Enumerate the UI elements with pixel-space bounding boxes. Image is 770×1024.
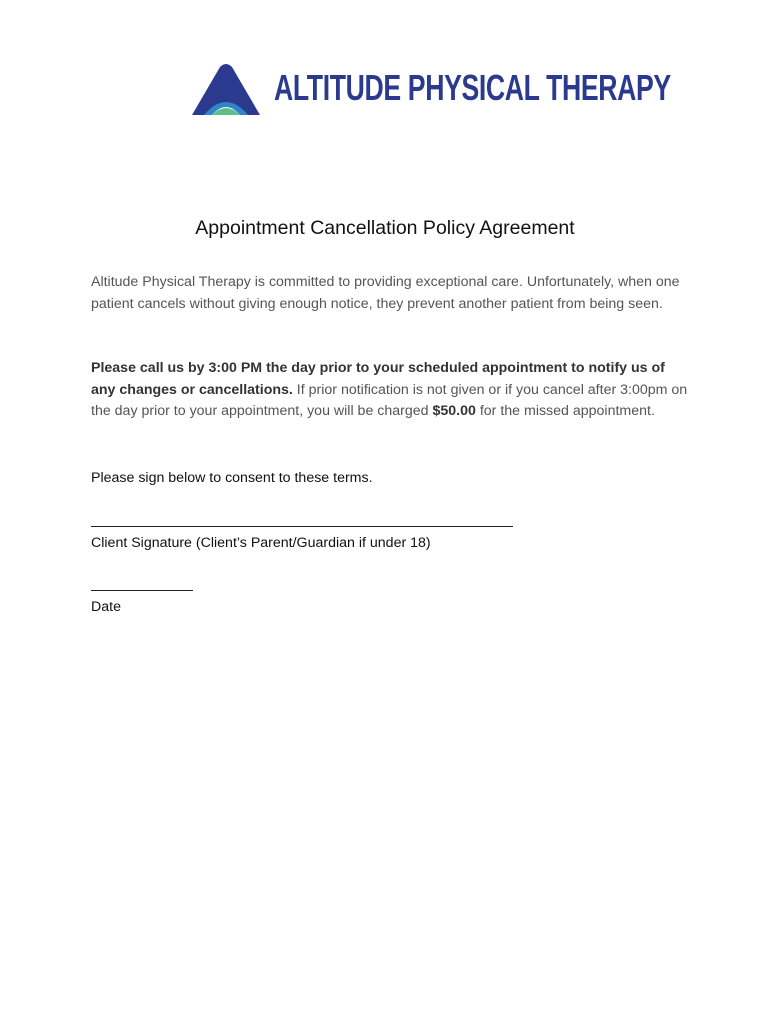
document-title: Appointment Cancellation Policy Agreement: [195, 217, 575, 239]
fee-amount: $50.00: [432, 403, 476, 419]
logo: [190, 60, 671, 120]
policy-text-2: for the missed appointment.: [475, 403, 655, 419]
date-line[interactable]: [91, 590, 193, 591]
signature-label: Client Signature (Client’s Parent/Guardian if under 18): [91, 535, 431, 551]
policy-bold-text: Please call us by 3:00 PM the day prior to your scheduled appointment to notify us of any changes or cancellations.: [91, 360, 665, 398]
consent-text: Please sign below to consent to these terms.: [91, 470, 373, 486]
date-label: Date: [91, 599, 121, 615]
policy-paragraph: [91, 358, 691, 423]
logo-text: ALTITUDE PHYSICAL THERAPY: [274, 67, 671, 108]
intro-paragraph: Altitude Physical Therapy is committed to providing exceptional care. Unfortunately, when one patient cancels without giving enough notice, they prevent another patient from being seen.: [91, 274, 680, 312]
policy-text-1: If prior notification is not given or if you cancel after 3:00pm on the day prior to your appointment, you will be charged: [91, 381, 688, 419]
mountain-logo-icon: [190, 63, 262, 117]
signature-line[interactable]: [91, 526, 513, 527]
